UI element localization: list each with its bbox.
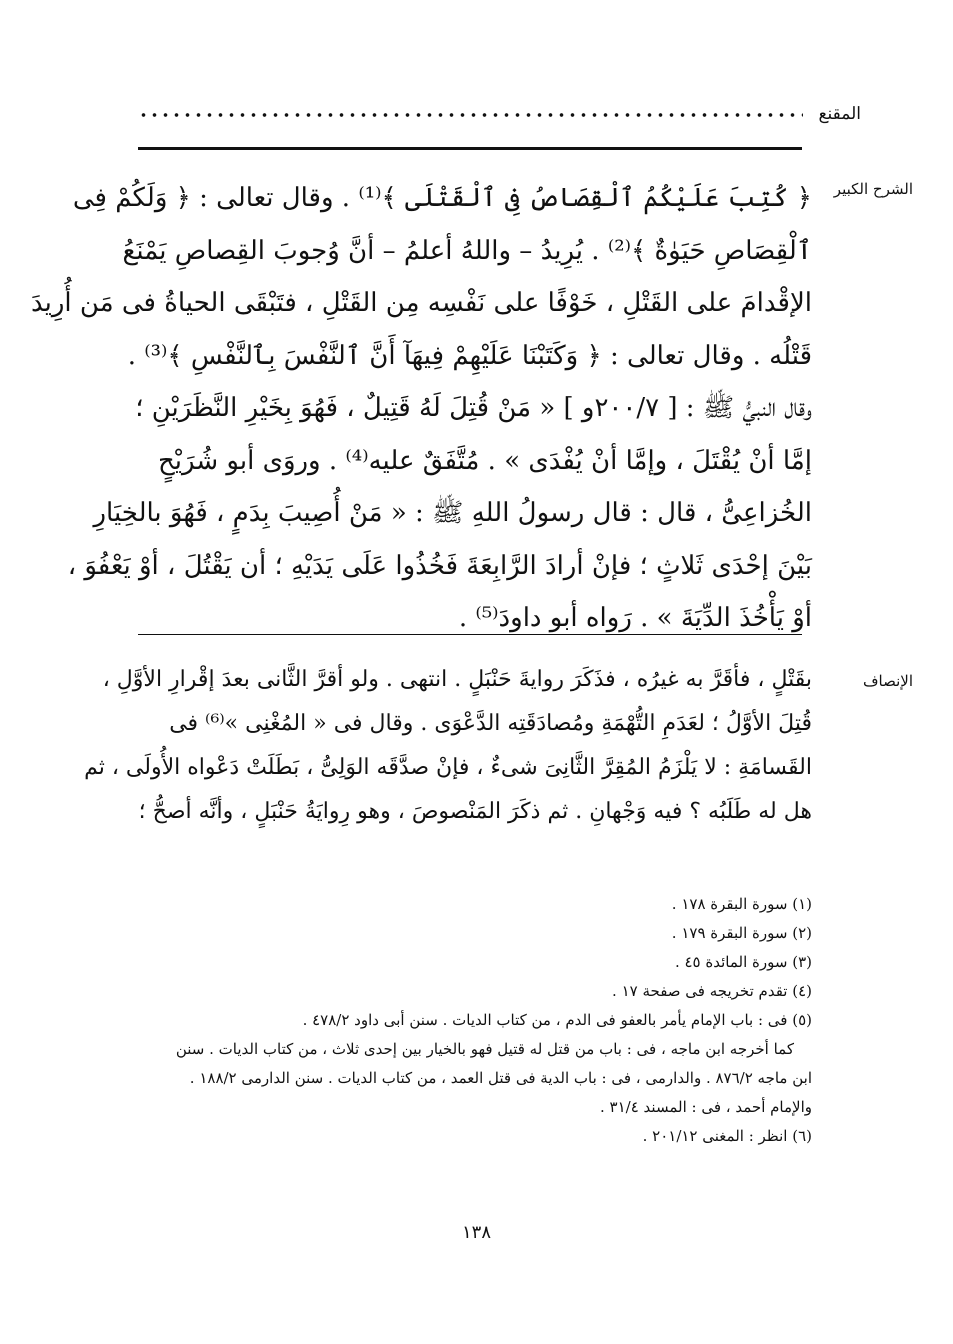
main-text-block xyxy=(30,172,812,645)
main-text-line: بَيْنَ إحْدَى ثَلاثٍ ؛ فإنْ أرادَ الرَّابِعَةَ فَخُذُوا عَلَى يَدَيْهِ ؛ أن يَقْتُلَ ، أوْ يَعْفُوَ ، xyxy=(67,550,812,581)
main-text-line: ٱلْقِصَاصِ حَيَوٰةٌ ﴾⁽²⁾ . يُرِيدُ – واللهُ أعلمُ – أنَّ وُجوبَ القِصاصِ يَمْنَعُ xyxy=(122,235,812,266)
footnote: (٥) فى : باب الإمام يأمر بالعفو فى الدم ، من كتاب الديات . سنن أبى داود ٤٧٨/٢ . xyxy=(302,1011,812,1029)
section-divider-rule xyxy=(138,634,802,635)
insaf-text-block xyxy=(84,658,812,834)
footnote: (٤) تقدم تخريجه فى صفحة ١٧ . xyxy=(612,982,812,1000)
footnote: (٢) سورة البقرة ١٧٩ . xyxy=(671,924,812,942)
insaf-text-line: هل له طَلَبُه ؟ فيه وَجْهانِ . ثم ذكَرَ المَنْصوصَ ، وهو رِوايَةُ حَنْبَلٍ ، وأنَّه أصحُّ ؛ xyxy=(138,799,812,824)
main-text-line: إمَّا أنْ يُقْتَلَ ، وإمَّا أنْ يُفْدَى » . مُتَّفَقٌ عليه⁽⁴⁾ . وروَى أبو شُرَيْحٍ xyxy=(158,445,812,476)
footnote: (١) سورة البقرة ١٧٨ . xyxy=(671,895,812,913)
insaf-text-line: قُتِلَ الأوَّلُ ؛ لعَدَمِ التُّهْمَةِ ومُصادَقَتِه الدَّعْوَى . وقال فى « المُغْنِى »⁽⁶⁾ فى xyxy=(169,711,812,736)
insaf-text-line: بقَتْلٍ ، فأقَرَّ به غيرُه ، فذَكَرَ روايةَ حَنْبَلٍ . انتهى . ولو أقرَّ الثَّانى بعدَ إقْرارِ الأوَّلِ ، xyxy=(102,667,812,692)
main-text-line: وقال النبيُّ ﷺ : [ ٢٠٠/٧و ] « مَنْ قُتِلَ لَهُ قَتِيلٌ ، فَهُوَ بِخَيْرِ النَّظَرَيْنِ ؛ xyxy=(135,393,812,423)
footnote-continuation: والإمام أحمد ، فى : المسند ٣١/٤ . xyxy=(600,1098,812,1116)
footnote-continuation: ابن ماجه ٨٧٦/٢ . والدارمى ، فى : باب الدية فى قتل العمد ، من كتاب الديات . سنن الدارمى ١٨٨/٢ . xyxy=(189,1069,812,1087)
main-text-line: الخُزاعِىُّ ، قال : قال رسولُ اللهِ ﷺ : « مَنْ أُصِيبَ بِدَمٍ ، فَهُوَ بالخِيَارِ xyxy=(93,498,812,528)
header-rule xyxy=(138,147,802,150)
margin-label-insaf: الإنصاف xyxy=(862,672,913,690)
margin-label-sharh: الشرح الكبير xyxy=(833,180,913,198)
footnote-continuation: كما أخرجه ابن ماجه ، فى : باب من قتل له قتيل فهو بالخيار بين إحدى ثلاث ، من كتاب الديات . سنن xyxy=(175,1040,794,1058)
header-dotted-leader xyxy=(138,112,803,118)
main-text-line: الإقْدامَ على القَتْلِ ، خَوْفًا على نَفْسِه مِن القَتْلِ ، فتَبْقَى الحياةُ فى مَن أُرِيدَ xyxy=(30,288,812,318)
footnote: (٦) انظر : المغنى ٢٠١/١٢ . xyxy=(642,1127,812,1145)
page-number: ١٣٨ xyxy=(461,1222,491,1243)
main-text-line: ﴿ كُتِبَ عَلَيْكُمُ ٱلْقِصَاصُ فِى ٱلْقَتْلَى ﴾⁽¹⁾ . وقال تعالى : ﴿ وَلَكُمْ فِى xyxy=(72,183,812,213)
footnotes-block xyxy=(132,890,812,1151)
main-text-line: قَتْلُه . وقال تعالى : ﴿ وَكَتَبْنَا عَلَيْهِمْ فِيهَآ أَنَّ ٱلنَّفْسَ بِٱلنَّفْسِ ﴾⁽³⁾ . xyxy=(127,340,812,371)
running-header-title: المقنع xyxy=(818,104,861,124)
insaf-text-line: القَسامَةِ : لا يَلْزَمُ المُقِرَّ الثَّانِىَ شىءٌ ، فإنْ صدَّقَه الوَلِىُّ ، بَطَلَتْ دَعْواه الأُولَى ، ثم xyxy=(84,755,812,780)
footnote: (٣) سورة المائدة ٤٥ . xyxy=(674,953,812,971)
main-text-line: أوْ يَأْخُذَ الدِّيَةَ » . رَواه أبو داودَ⁽⁵⁾ . xyxy=(458,603,812,633)
